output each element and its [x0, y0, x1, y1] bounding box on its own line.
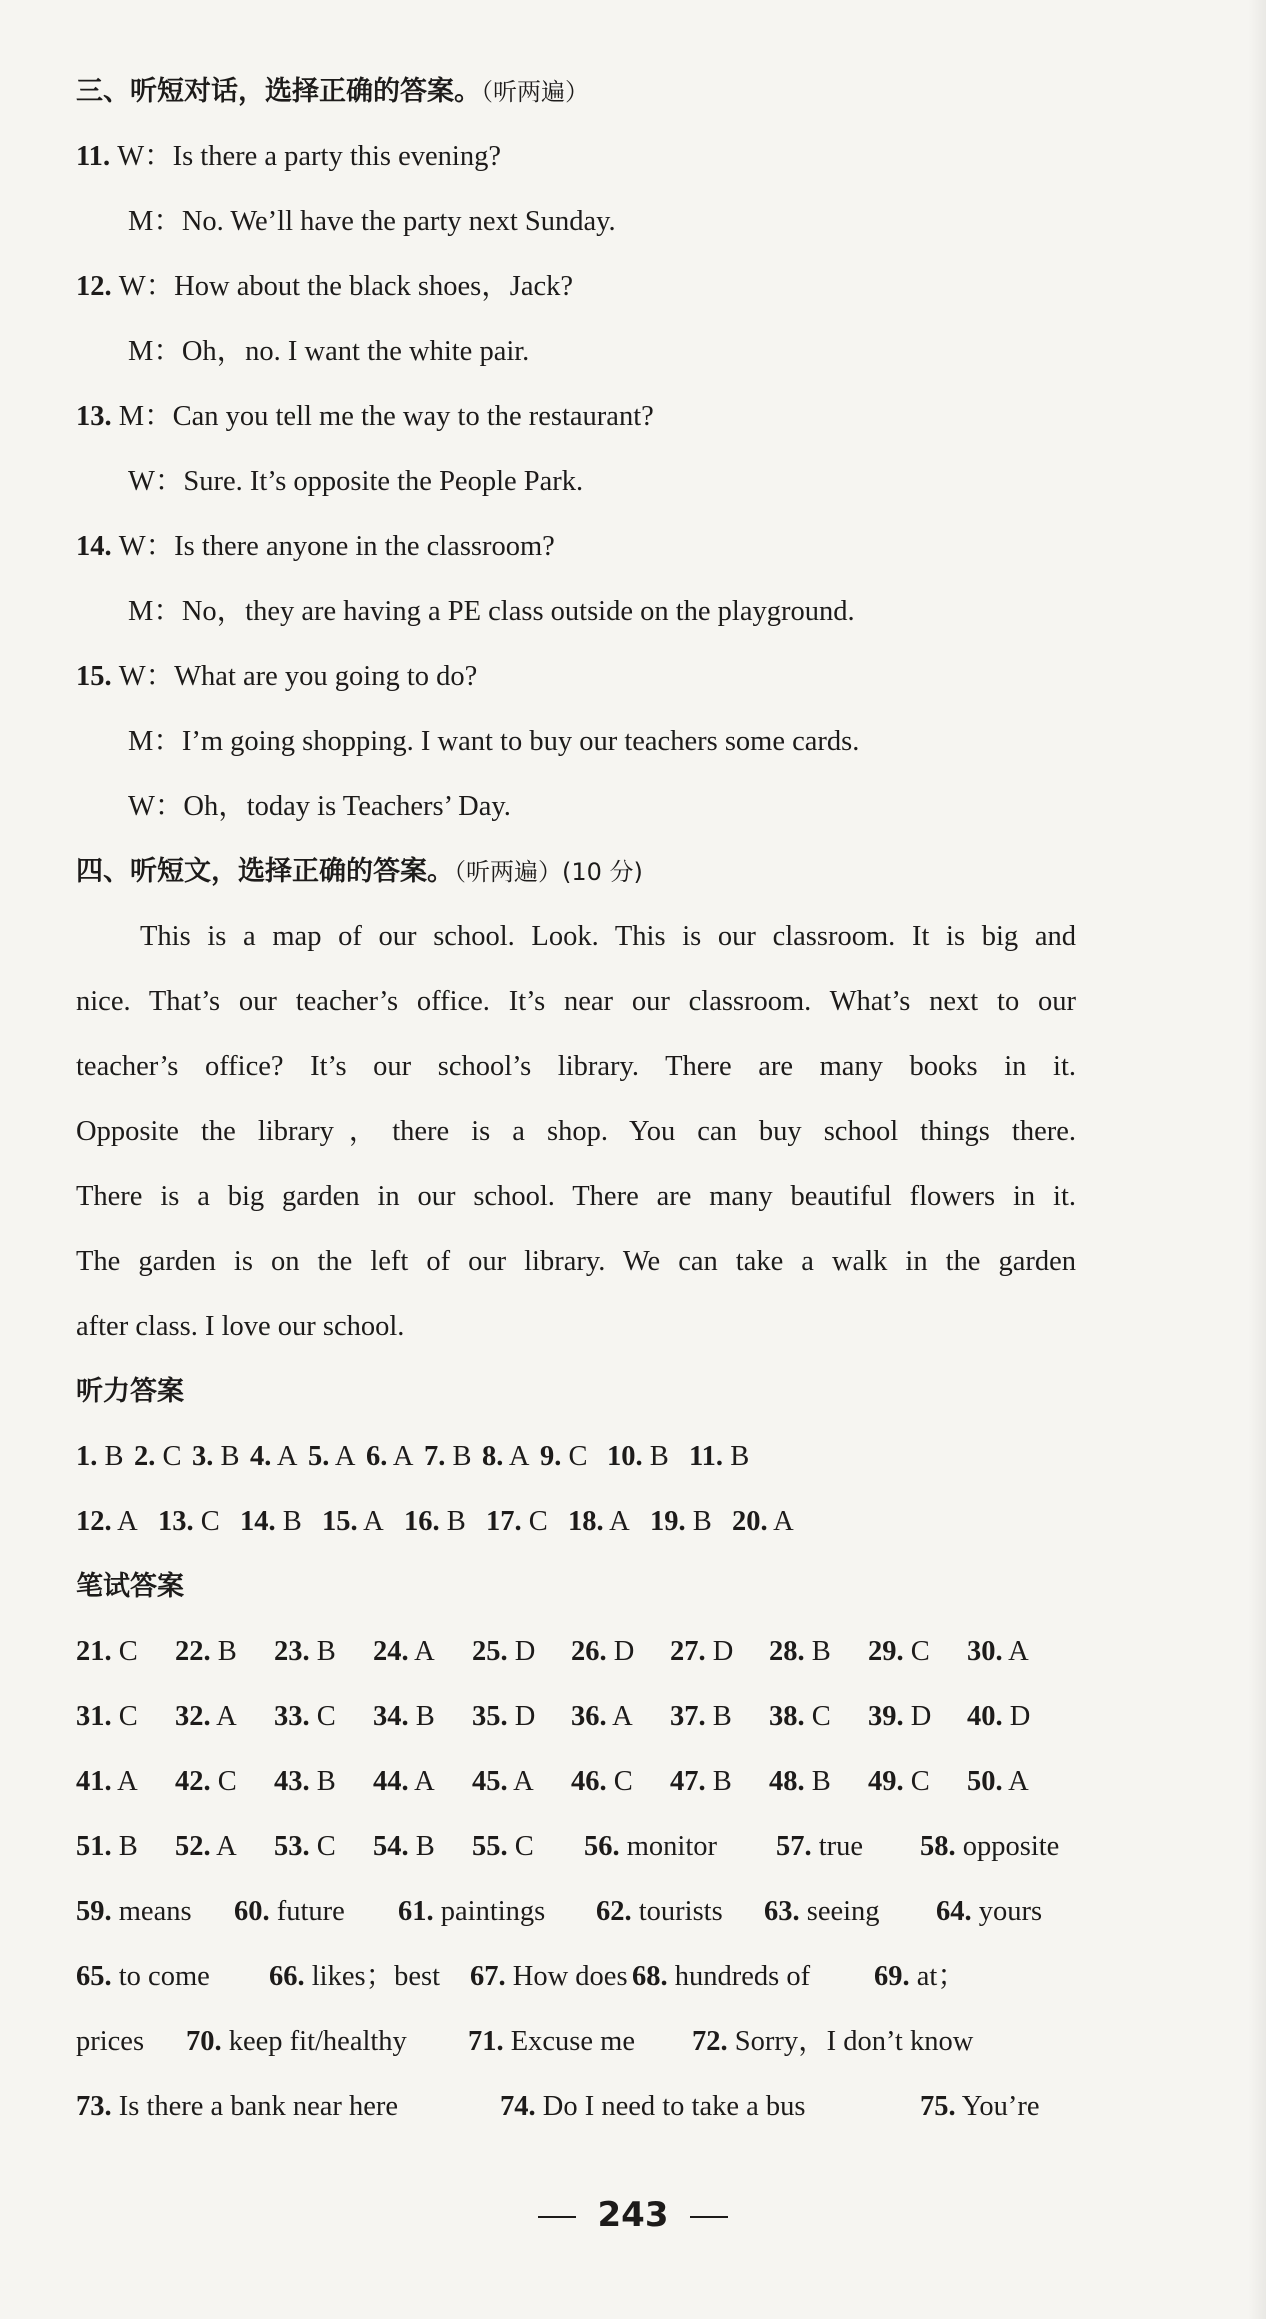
answer-number: 10. [607, 1441, 643, 1472]
answer-number: 53. [274, 1831, 310, 1862]
answer-value: A [603, 1506, 630, 1537]
passage-line-4: Opposite the library，there is a shop. You can buy school things there. [76, 1116, 1076, 1147]
page-number: 243 [0, 2195, 1266, 2235]
answer-item [175, 1632, 237, 1672]
answer-item [373, 1697, 435, 1737]
answer-value: B [309, 1766, 336, 1797]
passage-line-6: The garden is on the left of our library. We can take a walk in the garden [76, 1246, 1076, 1277]
answer-value: C [804, 1701, 831, 1732]
answer-value: B [439, 1506, 466, 1537]
answer-value: A [606, 1701, 633, 1732]
answer-item [472, 1827, 534, 1867]
answer-item [486, 1502, 548, 1542]
answer-number: 45. [472, 1766, 508, 1797]
answer-value: hundreds of [667, 1961, 811, 1992]
passage-line-7: after class. I love our school. [76, 1311, 405, 1342]
answer-number: 65. [76, 1961, 112, 1992]
answer-value: B [685, 1506, 712, 1537]
answer-item [607, 1437, 669, 1477]
answer-item [482, 1437, 530, 1477]
answer-value: paintings [433, 1896, 546, 1927]
answer-number: 73. [76, 2091, 112, 2122]
answer-value: How does [505, 1961, 628, 1992]
answer-item [472, 1697, 535, 1737]
answer-value: C [309, 1831, 336, 1862]
answer-number: 50. [967, 1766, 1003, 1797]
answer-item [670, 1762, 732, 1802]
answer-value: C [507, 1831, 534, 1862]
answer-number: 58. [920, 1831, 956, 1862]
answer-item [632, 1957, 810, 1997]
answer-number: 32. [175, 1701, 211, 1732]
answer-item [769, 1697, 831, 1737]
answer-item [769, 1632, 831, 1672]
answer-item [175, 1762, 237, 1802]
answer-number: 56. [584, 1831, 620, 1862]
answer-number: 44. [373, 1766, 409, 1797]
answer-number: 66. [269, 1961, 305, 1992]
dialogue-15-line-1: 15. W：What are you going to do? [76, 661, 478, 692]
answer-value: Is there a bank near here [111, 2091, 399, 2122]
answer-item [868, 1697, 931, 1737]
answer-number: 6. [366, 1441, 388, 1472]
answer-value: B [111, 1831, 138, 1862]
answer-number: 51. [76, 1831, 112, 1862]
answer-value: A [408, 1766, 435, 1797]
passage-line-3: teacher’s office? It’s our school’s library. There are many books in it. [76, 1051, 1076, 1082]
answer-item [470, 1957, 628, 1997]
answer-value: A [210, 1701, 237, 1732]
answer-number: 28. [769, 1636, 805, 1667]
answer-value: A [1002, 1636, 1029, 1667]
dash-left [538, 2216, 576, 2218]
answer-value: B [445, 1441, 472, 1472]
answer-value: C [309, 1701, 336, 1732]
answer-number: 70. [186, 2026, 222, 2057]
section3-title: 三、听短对话，选择正确的答案。 [76, 76, 481, 107]
answer-item [186, 2022, 407, 2062]
answer-value: You’re [955, 2091, 1040, 2122]
answer-number: 31. [76, 1701, 112, 1732]
answer-item [76, 1697, 138, 1737]
answer-number: 1. [76, 1441, 98, 1472]
answer-number: 30. [967, 1636, 1003, 1667]
answer-item [650, 1502, 712, 1542]
answer-number: 21. [76, 1636, 112, 1667]
answer-item [274, 1827, 336, 1867]
answer-number: 23. [274, 1636, 310, 1667]
answer-number: 9. [540, 1441, 562, 1472]
answer-value: B [705, 1766, 732, 1797]
answer-number: 48. [769, 1766, 805, 1797]
answer-number: 22. [175, 1636, 211, 1667]
answer-number: 43. [274, 1766, 310, 1797]
answer-number: 46. [571, 1766, 607, 1797]
answer-item [404, 1502, 466, 1542]
answer-value: A [329, 1441, 356, 1472]
answer-item [424, 1437, 472, 1477]
answer-item [967, 1697, 1030, 1737]
answer-number: 63. [764, 1896, 800, 1927]
answer-item [175, 1697, 237, 1737]
answer-number: 68. [632, 1961, 668, 1992]
answer-item [76, 1502, 138, 1542]
answer-value: C [903, 1766, 930, 1797]
answer-value: B [97, 1441, 124, 1472]
answer-value: seeing [799, 1896, 880, 1927]
answer-item [670, 1697, 732, 1737]
section4-heading [76, 852, 1076, 892]
answer-item [584, 1827, 717, 1867]
answer-item [398, 1892, 545, 1932]
answer-item [472, 1762, 534, 1802]
answer-number: 12. [76, 1506, 112, 1537]
dialogue-13-line-1: 13. M：Can you tell me the way to the restaurant? [76, 401, 654, 432]
answer-number: 61. [398, 1896, 434, 1927]
section4-note: （听两遍）(10 分) [454, 858, 643, 886]
section3-heading [76, 72, 1076, 112]
answer-item [868, 1762, 930, 1802]
answer-item [175, 1827, 237, 1867]
answer-value: A [210, 1831, 237, 1862]
answer-value: B [804, 1766, 831, 1797]
answer-number: 49. [868, 1766, 904, 1797]
answer-number: 20. [732, 1506, 768, 1537]
answer-item [936, 1892, 1042, 1932]
answer-value: likes；best [304, 1961, 440, 1992]
answer-value: B [309, 1636, 336, 1667]
answer-number: 27. [670, 1636, 706, 1667]
answer-number: 75. [920, 2091, 956, 2122]
answer-value: B [642, 1441, 669, 1472]
answer-number: 14. [240, 1506, 276, 1537]
answer-item [568, 1502, 630, 1542]
answer-number: 62. [596, 1896, 632, 1927]
answer-value: D [507, 1701, 536, 1732]
answer-item [76, 1632, 138, 1672]
answer-item [76, 2087, 398, 2127]
answer-value: D [903, 1701, 932, 1732]
page-edge-shadow [1248, 0, 1266, 2319]
written-answers-title: 笔试答案 [76, 1571, 184, 1602]
answer-item [274, 1762, 336, 1802]
answer-number: 47. [670, 1766, 706, 1797]
answer-number: 72. [692, 2026, 728, 2057]
answer-item [472, 1632, 535, 1672]
answer-number: 16. [404, 1506, 440, 1537]
answer-value: C [561, 1441, 588, 1472]
answer-number: 25. [472, 1636, 508, 1667]
answer-item [670, 1632, 733, 1672]
answer-number: 42. [175, 1766, 211, 1797]
answer-value: keep fit/healthy [221, 2026, 407, 2057]
answer-item [692, 2022, 973, 2062]
answer-value: B [804, 1636, 831, 1667]
answer-value: opposite [955, 1831, 1060, 1862]
answer-number: 74. [500, 2091, 536, 2122]
dialogue-11-line-1: 11. W：Is there a party this evening? [76, 141, 502, 172]
answer-value: C [155, 1441, 182, 1472]
answer-value: A [387, 1441, 414, 1472]
passage-line-1: This is a map of our school. Look. This is our classroom. It is big and [140, 921, 1076, 952]
answer-item [134, 1437, 182, 1477]
answer-value: A [1002, 1766, 1029, 1797]
answer-item [76, 1827, 138, 1867]
answer-item [874, 1957, 966, 1997]
answer-number: 39. [868, 1701, 904, 1732]
answer-number: 57. [776, 1831, 812, 1862]
answer-number: 26. [571, 1636, 607, 1667]
listening-answers-title: 听力答案 [76, 1376, 184, 1407]
answer-number: 67. [470, 1961, 506, 1992]
answer-item [500, 2087, 806, 2127]
section3-note: （听两遍） [481, 78, 589, 106]
answer-number: 37. [670, 1701, 706, 1732]
dialogue-11-line-2: M：No. We’ll have the party next Sunday. [128, 206, 616, 237]
answer-number: 3. [192, 1441, 214, 1472]
passage-line-5: There is a big garden in our school. There are many beautiful flowers in it. [76, 1181, 1076, 1212]
answer-value: to come [111, 1961, 210, 1992]
answer-item [274, 1697, 336, 1737]
answer-value: A [408, 1636, 435, 1667]
answer-value: at； [909, 1961, 966, 1992]
answer-number: 34. [373, 1701, 409, 1732]
answer-value: B [213, 1441, 240, 1472]
answer-item [192, 1437, 240, 1477]
answer-item [920, 2087, 1040, 2127]
answer-value: B [408, 1701, 435, 1732]
answer-item [76, 1957, 210, 1997]
answer-item [366, 1437, 414, 1477]
answer-item [373, 1762, 435, 1802]
answer-value: C [606, 1766, 633, 1797]
answer-number: 69. [874, 1961, 910, 1992]
answer-number: 19. [650, 1506, 686, 1537]
answer-number: 64. [936, 1896, 972, 1927]
answer-value: C [210, 1766, 237, 1797]
answer-value: Excuse me [503, 2026, 635, 2057]
answer-value: yours [971, 1896, 1043, 1927]
answer-number: 52. [175, 1831, 211, 1862]
answer-number: 11. [689, 1441, 724, 1472]
answer-number: 18. [568, 1506, 604, 1537]
answer-number: 35. [472, 1701, 508, 1732]
answer-item [920, 1827, 1059, 1867]
answer-number: 36. [571, 1701, 607, 1732]
answer-value: B [408, 1831, 435, 1862]
answer-item [571, 1632, 634, 1672]
answer-value: A [111, 1766, 138, 1797]
answer-value: Do I need to take a bus [535, 2091, 806, 2122]
answer-value: C [903, 1636, 930, 1667]
passage-line-2: nice. That’s our teacher’s office. It’s near our classroom. What’s next to our [76, 986, 1076, 1017]
answer-number: 7. [424, 1441, 446, 1472]
answer-item [373, 1632, 435, 1672]
answer-value: A [111, 1506, 138, 1537]
answer-value: B [723, 1441, 750, 1472]
answer-number: 4. [250, 1441, 272, 1472]
answer-value: D [507, 1636, 536, 1667]
dialogue-15-line-3: W：Oh，today is Teachers’ Day. [128, 791, 511, 822]
answer-value: A [271, 1441, 298, 1472]
answer-value: C [521, 1506, 548, 1537]
answer-item [769, 1762, 831, 1802]
answer-value: B [210, 1636, 237, 1667]
dialogue-12-line-2: M：Oh，no. I want the white pair. [128, 336, 530, 367]
answer-number: 5. [308, 1441, 330, 1472]
answer-value: D [606, 1636, 635, 1667]
answer-value: B [705, 1701, 732, 1732]
answer-number: 13. [158, 1506, 194, 1537]
answer-item [234, 1892, 345, 1932]
answer-number: 17. [486, 1506, 522, 1537]
answer-number: 15. [322, 1506, 358, 1537]
answer-value: A [767, 1506, 794, 1537]
answer-item [76, 1437, 124, 1477]
answer-item [776, 1827, 863, 1867]
answer-value: C [111, 1636, 138, 1667]
answer-item [764, 1892, 880, 1932]
answer-item [596, 1892, 723, 1932]
answer-number: 55. [472, 1831, 508, 1862]
answer-value: A [507, 1766, 534, 1797]
answer-number: 41. [76, 1766, 112, 1797]
dialogue-13-line-2: W：Sure. It’s opposite the People Park. [128, 466, 584, 497]
answer-item [689, 1437, 749, 1477]
answer-value: B [275, 1506, 302, 1537]
answer-value: monitor [619, 1831, 717, 1862]
answer-item [322, 1502, 384, 1542]
answer-value: A [357, 1506, 384, 1537]
answer-item [76, 1892, 192, 1932]
answer-item [76, 2022, 144, 2062]
answer-item [540, 1437, 588, 1477]
answer-number: 60. [234, 1896, 270, 1927]
answer-number: 40. [967, 1701, 1003, 1732]
answer-number: 54. [373, 1831, 409, 1862]
answer-item [274, 1632, 336, 1672]
dialogue-14-line-1: 14. W：Is there anyone in the classroom? [76, 531, 555, 562]
answer-number: 29. [868, 1636, 904, 1667]
answer-value: A [503, 1441, 530, 1472]
answer-value: prices [76, 2026, 145, 2057]
dash-right [690, 2216, 728, 2218]
dialogue-15-line-2: M：I’m going shopping. I want to buy our teachers some cards. [128, 726, 860, 757]
answer-item [967, 1632, 1029, 1672]
answer-value: future [269, 1896, 345, 1927]
answer-number: 24. [373, 1636, 409, 1667]
answer-item [269, 1957, 440, 1997]
answer-value: means [111, 1896, 192, 1927]
section4-title: 四、听短文，选择正确的答案。 [76, 856, 454, 887]
answer-item [158, 1502, 220, 1542]
answer-value: D [705, 1636, 734, 1667]
answer-item [571, 1697, 633, 1737]
answer-value: Sorry，I don’t know [727, 2026, 974, 2057]
dialogue-14-line-2: M：No，they are having a PE class outside on the playground. [128, 596, 855, 627]
answer-item [240, 1502, 302, 1542]
answer-item [308, 1437, 356, 1477]
answer-item [250, 1437, 298, 1477]
answer-item [732, 1502, 794, 1542]
answer-value: tourists [631, 1896, 723, 1927]
answer-item [76, 1762, 138, 1802]
answer-number: 71. [468, 2026, 504, 2057]
answer-value: D [1002, 1701, 1031, 1732]
answer-item [373, 1827, 435, 1867]
answer-value: C [193, 1506, 220, 1537]
answer-number: 33. [274, 1701, 310, 1732]
answer-number: 8. [482, 1441, 504, 1472]
answer-value: C [111, 1701, 138, 1732]
answer-number: 38. [769, 1701, 805, 1732]
answer-item [868, 1632, 930, 1672]
answer-number: 2. [134, 1441, 156, 1472]
answer-number: 59. [76, 1896, 112, 1927]
answer-item [967, 1762, 1029, 1802]
answer-item [468, 2022, 635, 2062]
dialogue-12-line-1: 12. W：How about the black shoes，Jack? [76, 271, 574, 302]
answer-item [571, 1762, 633, 1802]
answer-value: true [811, 1831, 864, 1862]
